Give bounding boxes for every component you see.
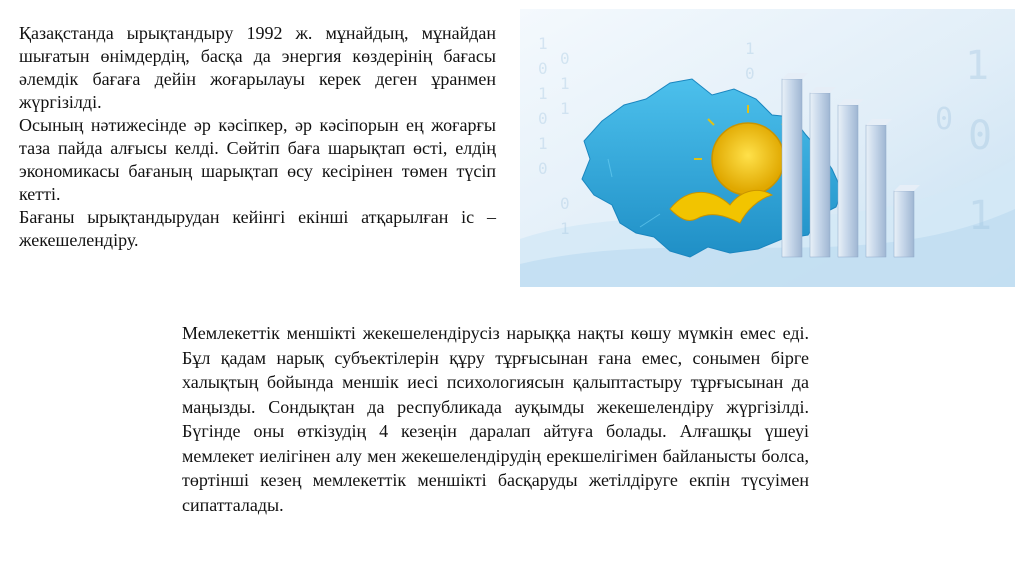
kazakhstan-economy-illustration — [520, 9, 1015, 287]
illustration-graphic — [520, 9, 1015, 287]
svg-text:1: 1 — [560, 74, 570, 93]
svg-text:1: 1 — [538, 134, 548, 153]
svg-text:0: 0 — [538, 159, 548, 178]
svg-text:1: 1 — [965, 43, 990, 89]
svg-text:1: 1 — [968, 193, 993, 239]
svg-text:0: 0 — [935, 102, 954, 137]
paragraph-privatization: Бағаны ырықтандырудан кейінгі екінші атқарылған іс – жекешелендіру. — [19, 207, 496, 250]
svg-text:0: 0 — [560, 194, 570, 213]
svg-text:0: 0 — [968, 113, 993, 159]
svg-text:1: 1 — [538, 84, 548, 103]
top-text-block — [19, 22, 496, 252]
paragraph-liberalization: Қазақстанда ырықтандыру 1992 ж. мұнайдың, мұнайдан шығатын өнімдердің, басқа да энергия көздерінің бағасы әлемдік бағаға дейін жоғарылауы керек деген ұранмен жүргізілді. — [19, 23, 496, 112]
svg-text:0: 0 — [538, 59, 548, 78]
svg-text:1: 1 — [560, 99, 570, 118]
privatization-paragraph: Мемлекеттік меншікті жекешелендірусіз нарыққа нақты көшу мүмкін емес еді. Бұл қадам нарық субъектілерін құру тұрғысынан ғана емес, сонымен бірге халықтың бойында меншік иесі психологиясын қалыптастыру тұрғысынан да маңызды. Сондықтан да республикада ауқымды жекешелендіру жүргізілді. Бүгінде оны өткізудің 4 кезеңін даралап айтуға болады. Алғашқы үшеуі мемлекет иелігінен алу мен жекешелендірудің ерекшелігімен байланысты болса, төртінші кезең мемлекеттік меншікті басқаруды жетілдіруге екпін түсуімен сипатталады. — [182, 323, 809, 515]
paragraph-results: Осының нәтижесінде әр кәсіпкер, әр кәсіпорын ең жоғарғы таза пайда алғысы келді. Сөйтіп баға шарықтап өсті, елдің экономикасы бағаның шарықтап өсу кесірінен төмен түсіп кетті. — [19, 115, 496, 204]
svg-text:0: 0 — [560, 49, 570, 68]
svg-text:1: 1 — [538, 34, 548, 53]
svg-text:1: 1 — [560, 219, 570, 238]
svg-text:1: 1 — [745, 39, 755, 58]
svg-text:0: 0 — [745, 64, 755, 83]
svg-text:0: 0 — [538, 109, 548, 128]
